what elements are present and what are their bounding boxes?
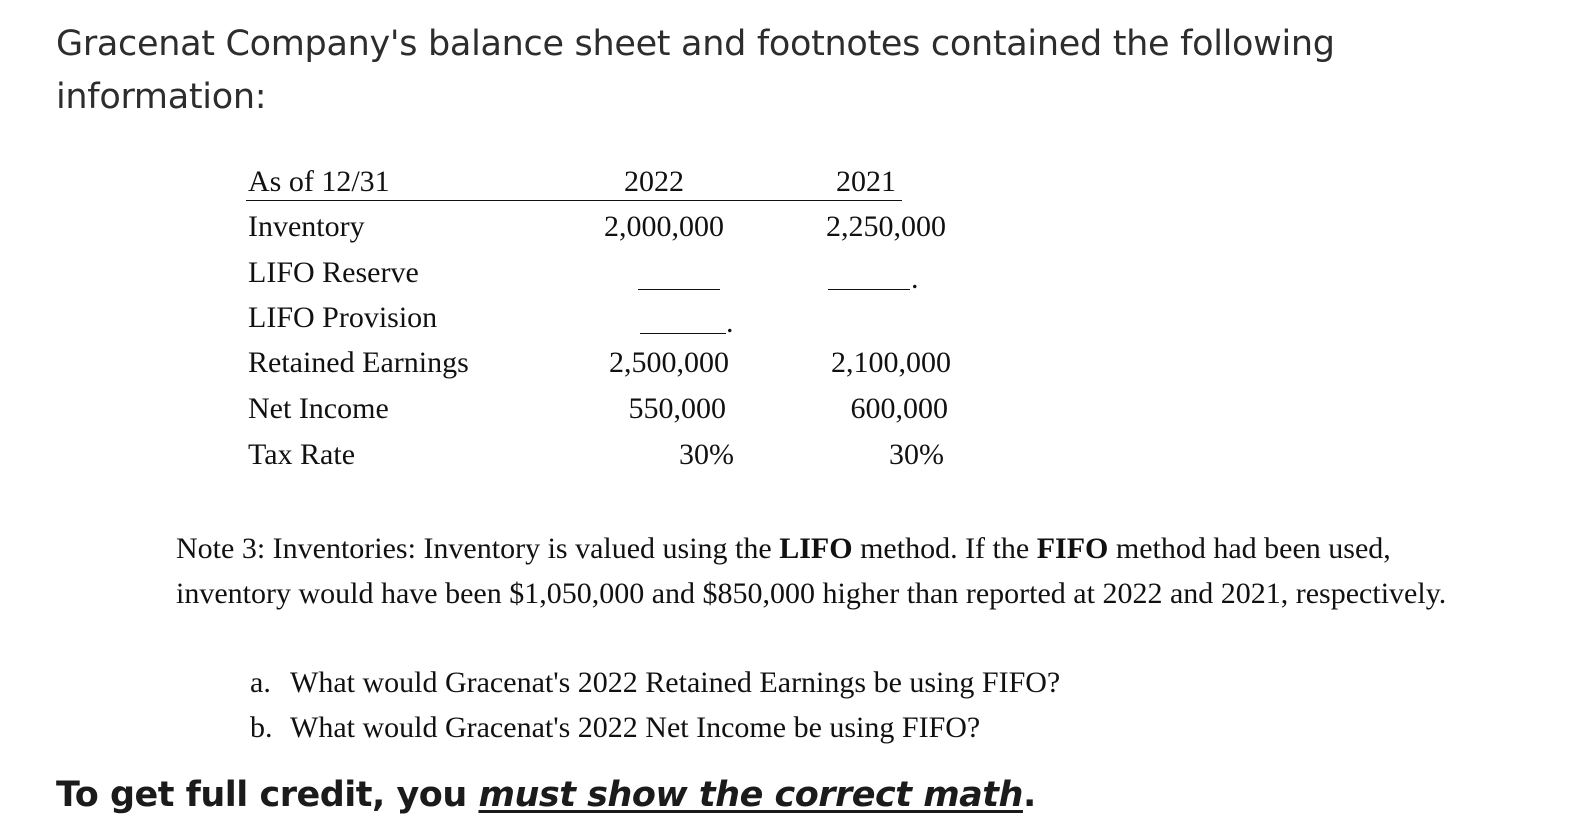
question-text: What would Gracenat's 2022 Retained Earnings be using FIFO?: [290, 666, 1061, 699]
row-label-inventory: Inventory: [248, 210, 365, 243]
tax-rate-2021: 30%: [889, 438, 944, 471]
credit-prefix: To get full credit, you: [56, 775, 479, 815]
row-label-net-income: Net Income: [248, 392, 389, 425]
row-label-retained-earnings: Retained Earnings: [248, 346, 469, 379]
note-lifo: LIFO: [779, 532, 853, 565]
inventory-footnote: [176, 526, 1476, 616]
intro-text: Gracenat Company's balance sheet and footnotes contained the following information:: [56, 24, 1335, 117]
retained-earnings-2022: 2,500,000: [609, 346, 729, 379]
net-income-2022: 550,000: [628, 392, 726, 425]
tax-rate-2022: 30%: [679, 438, 734, 471]
retained-earnings-2021: 2,100,000: [831, 346, 951, 379]
question-marker: a.: [250, 666, 271, 699]
header-2022: 2022: [624, 165, 684, 198]
period-mark: .: [726, 306, 734, 339]
lifo-reserve-2021-blank: [828, 289, 910, 290]
question-text: What would Gracenat's 2022 Net Income be using FIFO?: [290, 711, 981, 744]
note-text: Note 3: Inventories: Inventory is valued using the: [176, 532, 780, 565]
question-b: [250, 710, 980, 746]
lifo-provision-2022-blank: [640, 333, 726, 334]
question-a: [250, 665, 1060, 701]
net-income-2021: 600,000: [850, 392, 948, 425]
row-label-tax-rate: Tax Rate: [248, 438, 356, 471]
question-marker: b.: [250, 711, 273, 744]
credit-instruction: [56, 772, 1036, 818]
note-fifo: FIFO: [1036, 532, 1109, 565]
inventory-2022: 2,000,000: [604, 210, 724, 243]
credit-suffix: .: [1022, 775, 1036, 815]
credit-emphasis: must show the correct math: [478, 775, 1023, 815]
period-mark: .: [911, 262, 919, 295]
lifo-reserve-2022-blank: [638, 289, 720, 290]
header-label: As of 12/31: [248, 165, 390, 198]
note-text: method. If the: [852, 532, 1037, 565]
inventory-2021: 2,250,000: [826, 210, 946, 243]
header-2021: 2021: [836, 165, 896, 198]
note-text: method had been used, inventory would have been $1,050,000 and $850,000 higher than reported at 2022 and 2021, respectively.: [176, 532, 1447, 610]
row-label-lifo-provision: LIFO Provision: [248, 301, 438, 334]
row-label-lifo-reserve: LIFO Reserve: [248, 256, 419, 289]
header-divider: [246, 200, 902, 201]
